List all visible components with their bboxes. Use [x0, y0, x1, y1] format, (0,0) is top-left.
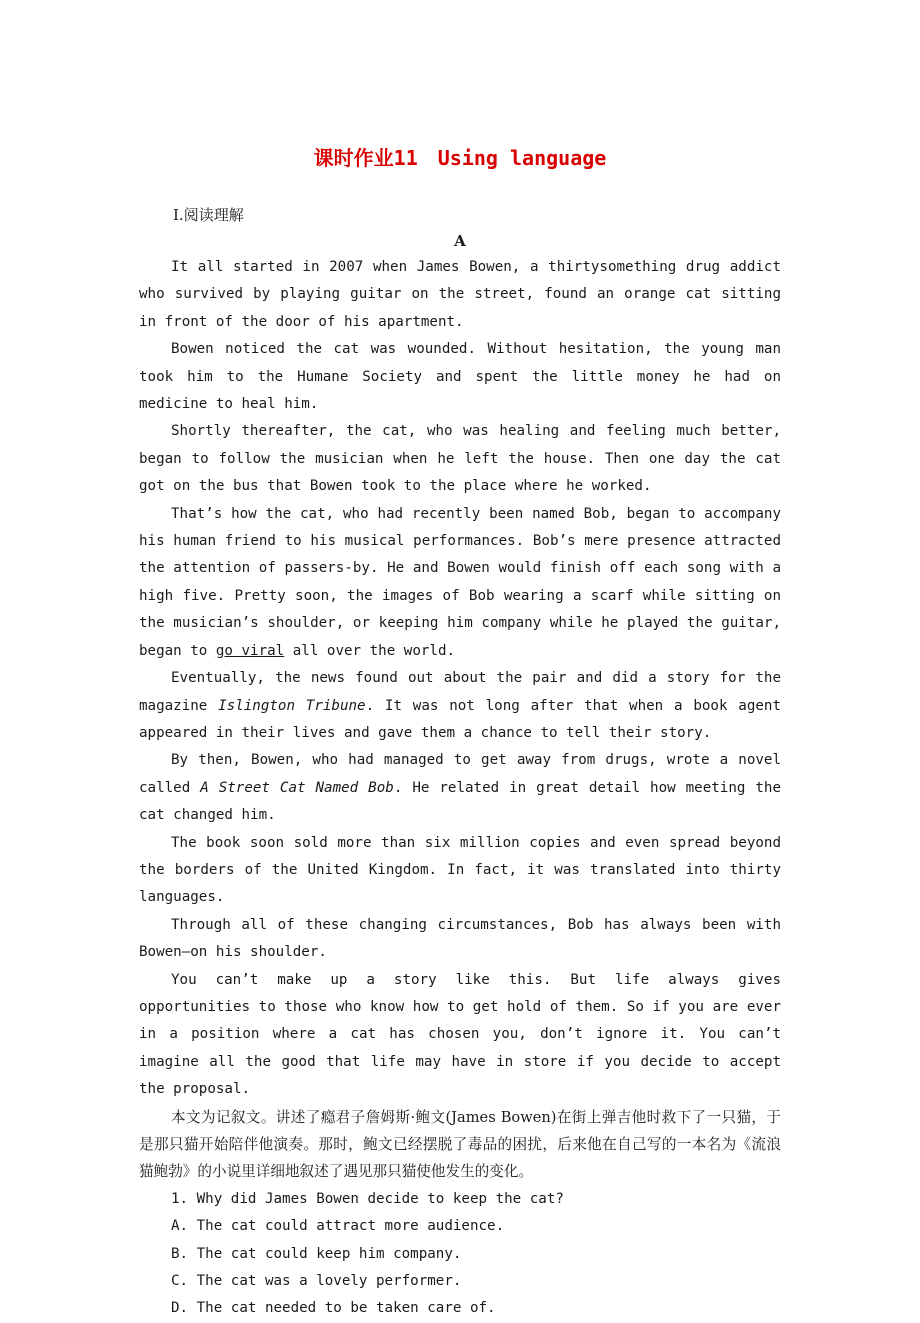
passage-paragraph-7: The book soon sold more than six million copies and even spread beyond the borders of the United Kingdom. In fact, it was translated into thirty languages.	[139, 834, 781, 906]
paragraph-5-text-a: Eventually, the news found out about the pair and did a story for the magazine	[139, 670, 781, 714]
paragraph-4-text-b: all over the world.	[284, 642, 456, 659]
passage-paragraph-6	[139, 747, 781, 829]
passage-paragraph-8: Through all of these changing circumstances, Bob has always been with Bowen—on his shoulder.	[139, 916, 781, 961]
paragraph-5-text-b: . It was not long after that when a book agent appeared in their lives and gave them a chance to tell their story.	[139, 697, 781, 741]
option-b: B. The cat could keep him company.	[171, 1245, 462, 1262]
paragraph-6-text-a: By then, Bowen, who had managed to get away from drugs, wrote a novel called	[139, 752, 781, 796]
passage-paragraph-4	[139, 501, 781, 665]
paragraph-6-text-b: . He related in great detail how meeting the cat changed him.	[139, 779, 781, 824]
passage-paragraph-1: It all started in 2007 when James Bowen, a thirtysomething drug addict who survived by playing guitar on the street, found an orange cat sitting in front of the door of his apartment.	[139, 259, 781, 330]
part-label: A	[454, 232, 466, 250]
chinese-summary: 本文为记叙文。讲述了瘾君子詹姆斯·鲍文(James Bowen)在街上弹吉他时救下了一只猫，于是那只猫开始陪伴他演奏。那时，鲍文已经摆脱了毒品的困扰，后来他在自己写的一本名为《流浪猫鲍勃》的小说里详细地叙述了遇见那只猫使他发生的变化。	[139, 1108, 781, 1181]
passage-paragraph-3: Shortly thereafter, the cat, who was healing and feeling much better, began to follow the musician when he left the house. Then one day the cat got on the bus that Bowen took to the place where he worked.	[139, 423, 781, 495]
paragraph-4-text-a: That’s how the cat, who had recently been named Bob, began to accompany his human friend to his musical performances. Bob’s mere presence attracted the attention of passers-by. He and Bowen would finish off each song with a high five. Pretty soon, the images of Bob wearing a scarf while sitting on the musician’s shoulder, or keeping him company while he played the guitar, began to	[139, 505, 781, 659]
magazine-title: Islington Tribune	[218, 697, 366, 714]
section-label: Ⅰ.阅读理解	[173, 206, 244, 224]
question-stem: 1. Why did James Bowen decide to keep the cat?	[171, 1190, 564, 1207]
passage-paragraph-9: You can’t make up a story like this. But life always gives opportunities to those who know how to get hold of them. So if you are ever in a position where a cat has chosen you, don’t ignore it. You can’t imagine all the good that life may have in store if you decide to accept the proposal.	[139, 971, 781, 1098]
option-a: A. The cat could attract more audience.	[171, 1218, 505, 1235]
page-title: 课时作业11 Using language	[313, 146, 607, 170]
option-c: C. The cat was a lovely performer.	[171, 1273, 462, 1290]
passage-paragraph-5	[139, 665, 781, 747]
document-page	[139, 140, 781, 1323]
passage-paragraph-2: Bowen noticed the cat was wounded. Without hesitation, the young man took him to the Humane Society and spent the little money he had on medicine to heal him.	[139, 341, 781, 413]
book-title: A Street Cat Named Bob	[200, 779, 394, 796]
underlined-phrase: go viral	[215, 642, 285, 659]
option-d: D. The cat needed to be taken care of.	[171, 1300, 496, 1317]
